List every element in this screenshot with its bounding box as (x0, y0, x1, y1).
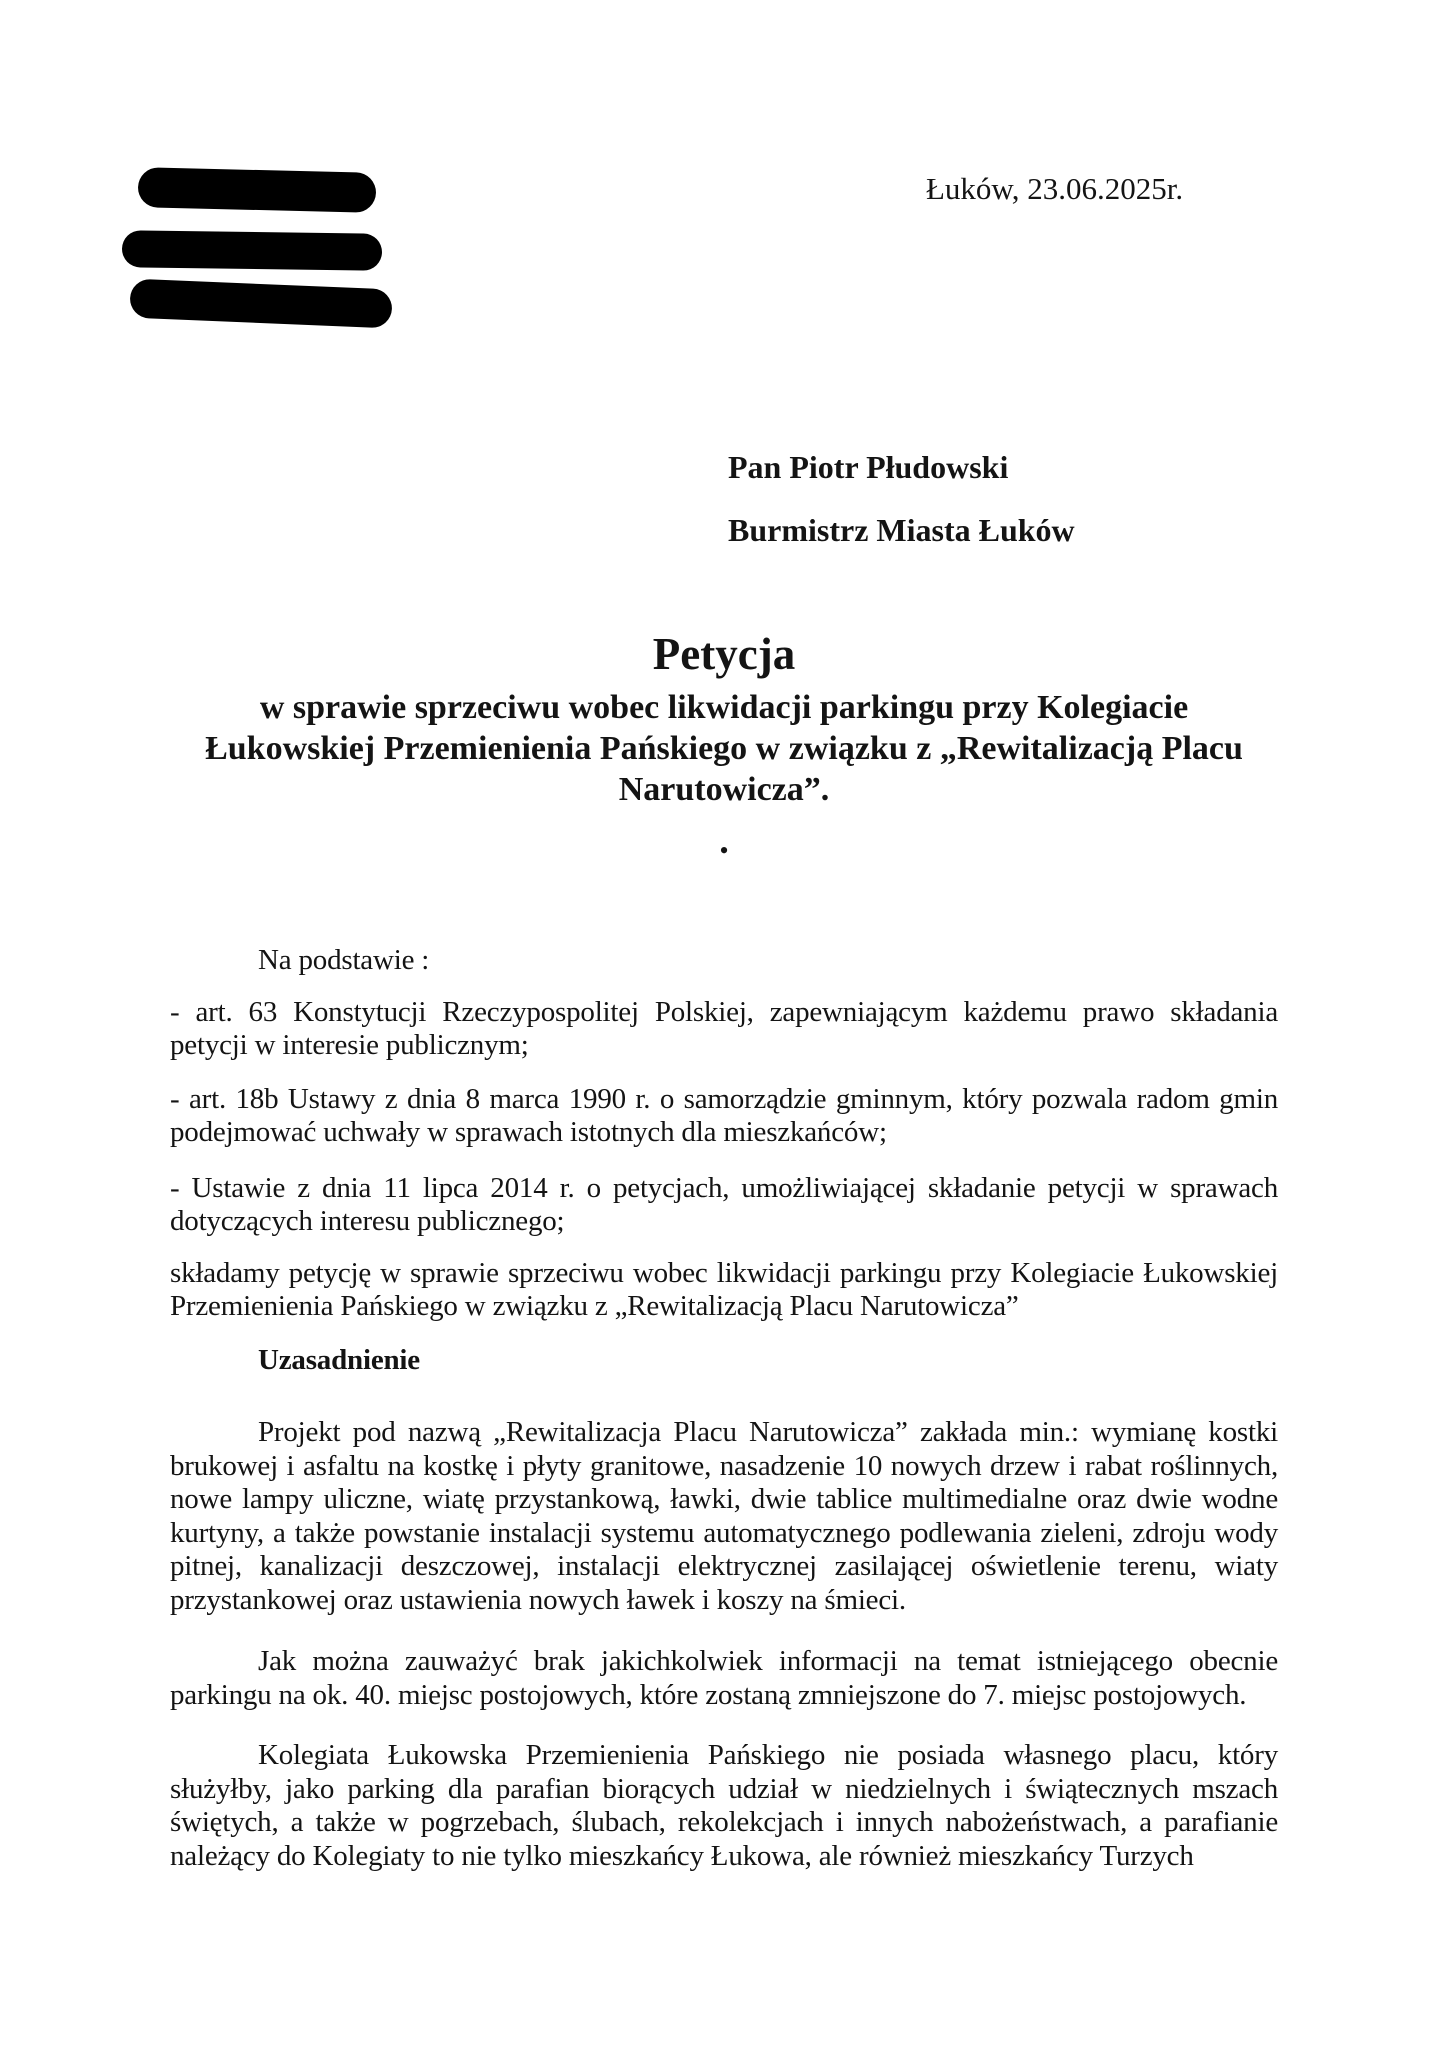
petition-subtitle (170, 687, 1278, 810)
petition-statement: składamy petycję w sprawie sprzeciwu wobec likwidacji parkingu przy Kolegiacie Łukowskiej Przemienienia Pańskiego w związku z „Rewitalizacją Placu Narutowicza” (170, 1256, 1278, 1322)
recipient-name: Pan Piotr Płudowski (728, 449, 1009, 485)
justification-paragraph: Jak można zauważyć brak jakichkolwiek informacji na temat istniejącego obecnie parkingu na ok. 40. miejsc postojowych, które zostaną zmniejszone do 7. miejsc postojowych. (170, 1645, 1278, 1711)
title-block (170, 630, 1278, 810)
petition-title: Petycja (652, 629, 796, 679)
legal-basis-item: - Ustawie z dnia 11 lipca 2014 r. o petycjach, umożliwiającej składanie petycji w sprawach dotyczących interesu publicznego; (170, 1171, 1278, 1237)
petition-subtitle-line: w sprawie sprzeciwu wobec likwidacji parkingu przy Kolegiacie (259, 689, 1189, 726)
legal-basis-item: - art. 63 Konstytucji Rzeczypospolitej Polskiej, zapewniającym każdemu prawo składania petycji w interesie publicznym; (170, 995, 1278, 1061)
legal-basis-label: Na podstawie : (258, 944, 430, 976)
recipient-block (728, 450, 1075, 547)
petition-subtitle-line: Łukowskiej Przemienienia Pańskiego w związku z „Rewitalizacją Placu (205, 730, 1243, 767)
legal-basis-item: - art. 18b Ustawy z dnia 8 marca 1990 r. o samorządzie gminnym, który pozwala radom gmin podejmować uchwały w sprawach istotnych dla mieszkańców; (170, 1082, 1278, 1148)
petition-body (170, 944, 1278, 1873)
justification-paragraph: Kolegiata Łukowska Przemienienia Pańskiego nie posiada własnego placu, który służyłby, jako parking dla parafian biorących udział w niedzielnych i świątecznych mszach świętych, a także w pogrzebach, ślubach, rekolekcjach i innych nabożeństwach, a parafianie należący do Kolegiaty to nie tylko mieszkańcy Łukowa, ale również mieszkańcy Turzych (170, 1739, 1278, 1872)
city-date-line: Łuków, 23.06.2025r. (926, 171, 1184, 206)
redaction-bar (138, 167, 377, 213)
redaction-bar (122, 230, 382, 271)
petition-subtitle-line: Narutowicza”. (618, 771, 830, 808)
recipient-title: Burmistrz Miasta Łuków (728, 512, 1075, 548)
redacted-sender-block (118, 168, 418, 338)
redaction-bar (129, 279, 392, 329)
justification-heading: Uzasadnienie (258, 1343, 420, 1376)
justification-paragraph: Projekt pod nazwą „Rewitalizacja Placu Narutowicza” zakłada min.: wymianę kostki brukowej i asfaltu na kostkę i płyty granitowe, nasadzenie 10 nowych drzew i rabat roślinnych, nowe lampy uliczne, wiatę przystankową, ławki, dwie tablice multimedialne oraz dwie wodne kurtyny, a także powstanie instalacji systemu automatycznego podlewania zieleni, zdroju wody pitnej, kanalizacji deszczowej, instalacji elektrycznej zasilającej oświetlenie terenu, wiaty przystankowej oraz ustawienia nowych ławek i koszy na śmieci. (170, 1416, 1278, 1616)
separator-dot: • (719, 836, 729, 865)
